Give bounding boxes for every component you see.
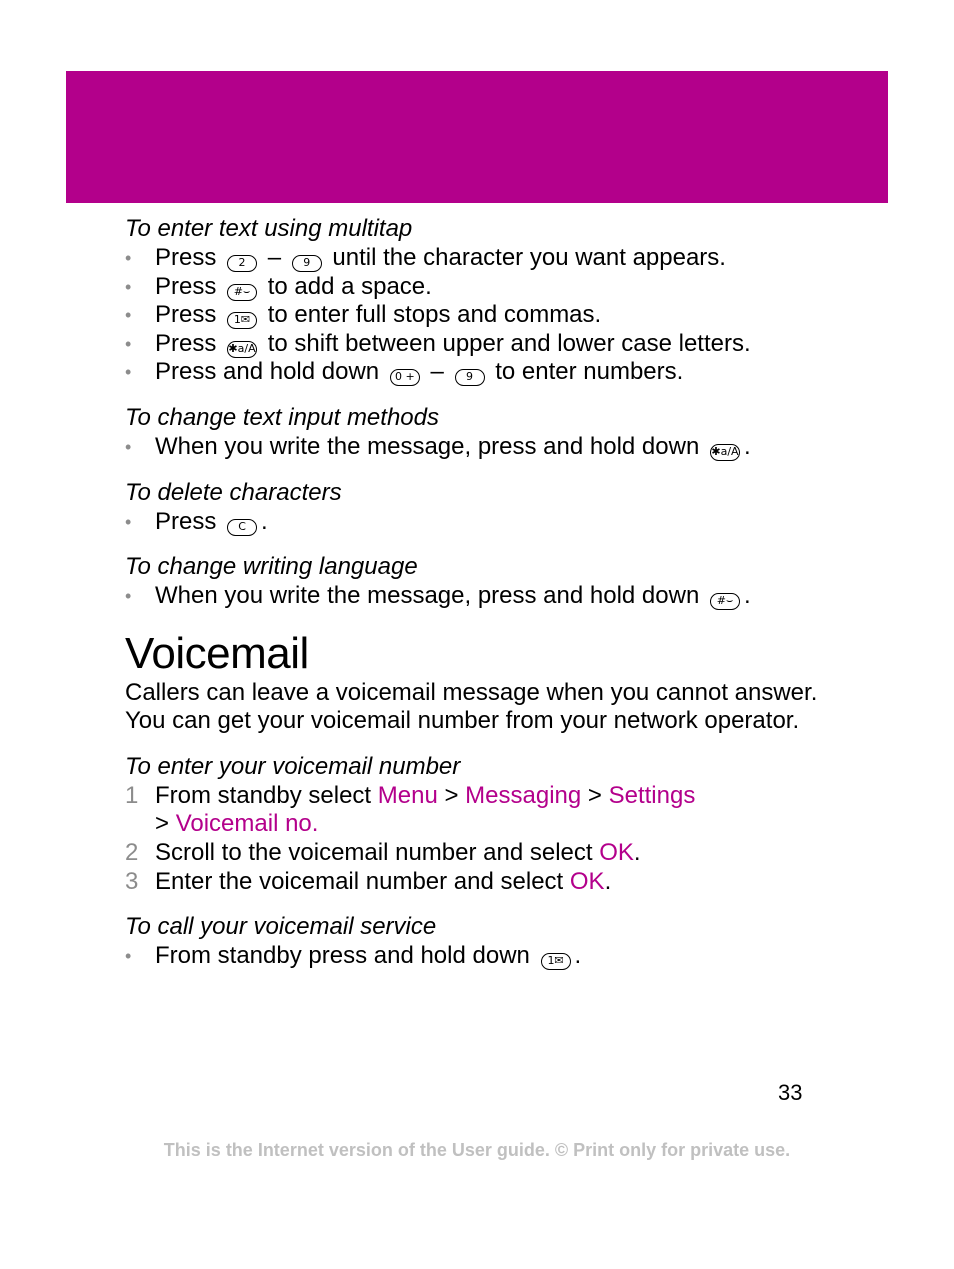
step-number: 2	[125, 838, 139, 866]
list-item	[125, 508, 845, 537]
key-star-icon: ✱a/A	[227, 341, 257, 358]
item-text: .	[574, 942, 582, 970]
item-text: to add a space.	[267, 272, 432, 300]
key-2-icon: 2	[227, 255, 257, 272]
separator: >	[155, 810, 170, 838]
bullet-icon: •	[125, 586, 132, 607]
item-text: When you write the message, press and hold down	[155, 432, 700, 460]
menu-link-messaging: Messaging	[465, 781, 582, 809]
item-text: .	[604, 867, 612, 895]
menu-link-ok: OK	[569, 867, 605, 895]
item-text: When you write the message, press and hold down	[155, 582, 700, 610]
item-text: Press	[155, 244, 217, 271]
list-call-service	[125, 942, 845, 971]
list-item	[125, 330, 845, 359]
menu-link-voicemail-no: Voicemail no.	[175, 810, 319, 838]
list-item	[125, 273, 845, 302]
bullet-icon: •	[125, 333, 132, 354]
voicemail-intro: Callers can leave a voicemail message when you cannot answer. You can get your voicemail number from your network operator.	[125, 678, 818, 735]
step-number: 3	[125, 867, 139, 895]
bullet-icon: •	[125, 362, 132, 383]
page-content	[125, 214, 845, 987]
menu-link-settings: Settings	[608, 781, 696, 809]
item-text: Press	[155, 301, 217, 329]
menu-link-ok: OK	[599, 838, 634, 866]
key-hash-icon: #⌣	[710, 593, 740, 610]
list-input-methods	[125, 433, 845, 462]
separator: >	[587, 781, 602, 809]
list-item	[125, 839, 845, 868]
list-item	[125, 358, 845, 387]
bullet-icon: •	[125, 946, 132, 967]
heading-multitap: To enter text using multitap	[125, 215, 413, 242]
heading-language: To change writing language	[125, 553, 418, 581]
bullet-icon: •	[125, 511, 132, 532]
key-1-icon: 1✉	[541, 953, 571, 970]
heading-input-methods: To change text input methods	[125, 403, 439, 431]
key-0-icon: 0 +	[390, 369, 420, 386]
item-text: to enter numbers.	[495, 358, 684, 386]
key-c-icon: C	[227, 519, 257, 536]
footer-notice: This is the Internet version of the User guide. © Print only for private use.	[163, 1140, 791, 1160]
key-9-icon: 9	[292, 255, 322, 272]
item-text: Enter the voicemail number and select	[155, 867, 564, 895]
key-9-icon: 9	[455, 369, 485, 386]
item-text: to shift between upper and lower case letters.	[267, 329, 751, 357]
item-text: Press and hold down	[155, 358, 380, 386]
list-item	[125, 942, 845, 971]
list-item	[125, 868, 845, 897]
bullet-icon: •	[125, 305, 132, 326]
list-item	[125, 782, 845, 839]
item-text: From standby press and hold down	[155, 942, 530, 970]
key-1-icon: 1✉	[227, 312, 257, 329]
menu-link-menu: Menu	[377, 781, 438, 809]
list-delete	[125, 508, 845, 537]
item-text: to enter full stops and commas.	[267, 301, 602, 329]
list-item	[125, 433, 845, 462]
item-text: .	[633, 838, 641, 866]
list-item	[125, 244, 845, 273]
list-item	[125, 582, 845, 611]
item-text: .	[743, 432, 751, 460]
list-item	[125, 301, 845, 330]
item-text: until the character you want appears.	[332, 244, 726, 271]
header-banner	[66, 71, 888, 203]
dash: –	[430, 358, 444, 386]
step-number: 1	[125, 781, 139, 809]
bullet-icon: •	[125, 276, 132, 297]
list-enter-number	[125, 782, 845, 896]
item-text: Press	[155, 507, 217, 535]
list-language	[125, 582, 845, 611]
heading-enter-number: To enter your voicemail number	[125, 752, 461, 780]
list-multitap	[125, 244, 845, 387]
item-text: From standby select	[155, 781, 372, 809]
page-number: 33	[778, 1080, 803, 1105]
page-title: Voicemail	[125, 628, 309, 678]
separator: >	[444, 781, 459, 809]
item-text: .	[261, 507, 268, 535]
dash: –	[267, 244, 282, 271]
item-text: Press	[155, 272, 217, 300]
item-text: .	[743, 582, 751, 610]
bullet-icon: •	[125, 436, 132, 457]
key-star-icon: ✱a/A	[710, 444, 740, 461]
item-text: Scroll to the voicemail number and select	[155, 838, 593, 866]
key-hash-icon: #⌣	[227, 284, 257, 301]
heading-delete: To delete characters	[125, 478, 342, 506]
heading-call-service: To call your voicemail service	[125, 913, 437, 941]
bullet-icon: •	[125, 248, 132, 268]
item-text: Press	[155, 329, 217, 357]
